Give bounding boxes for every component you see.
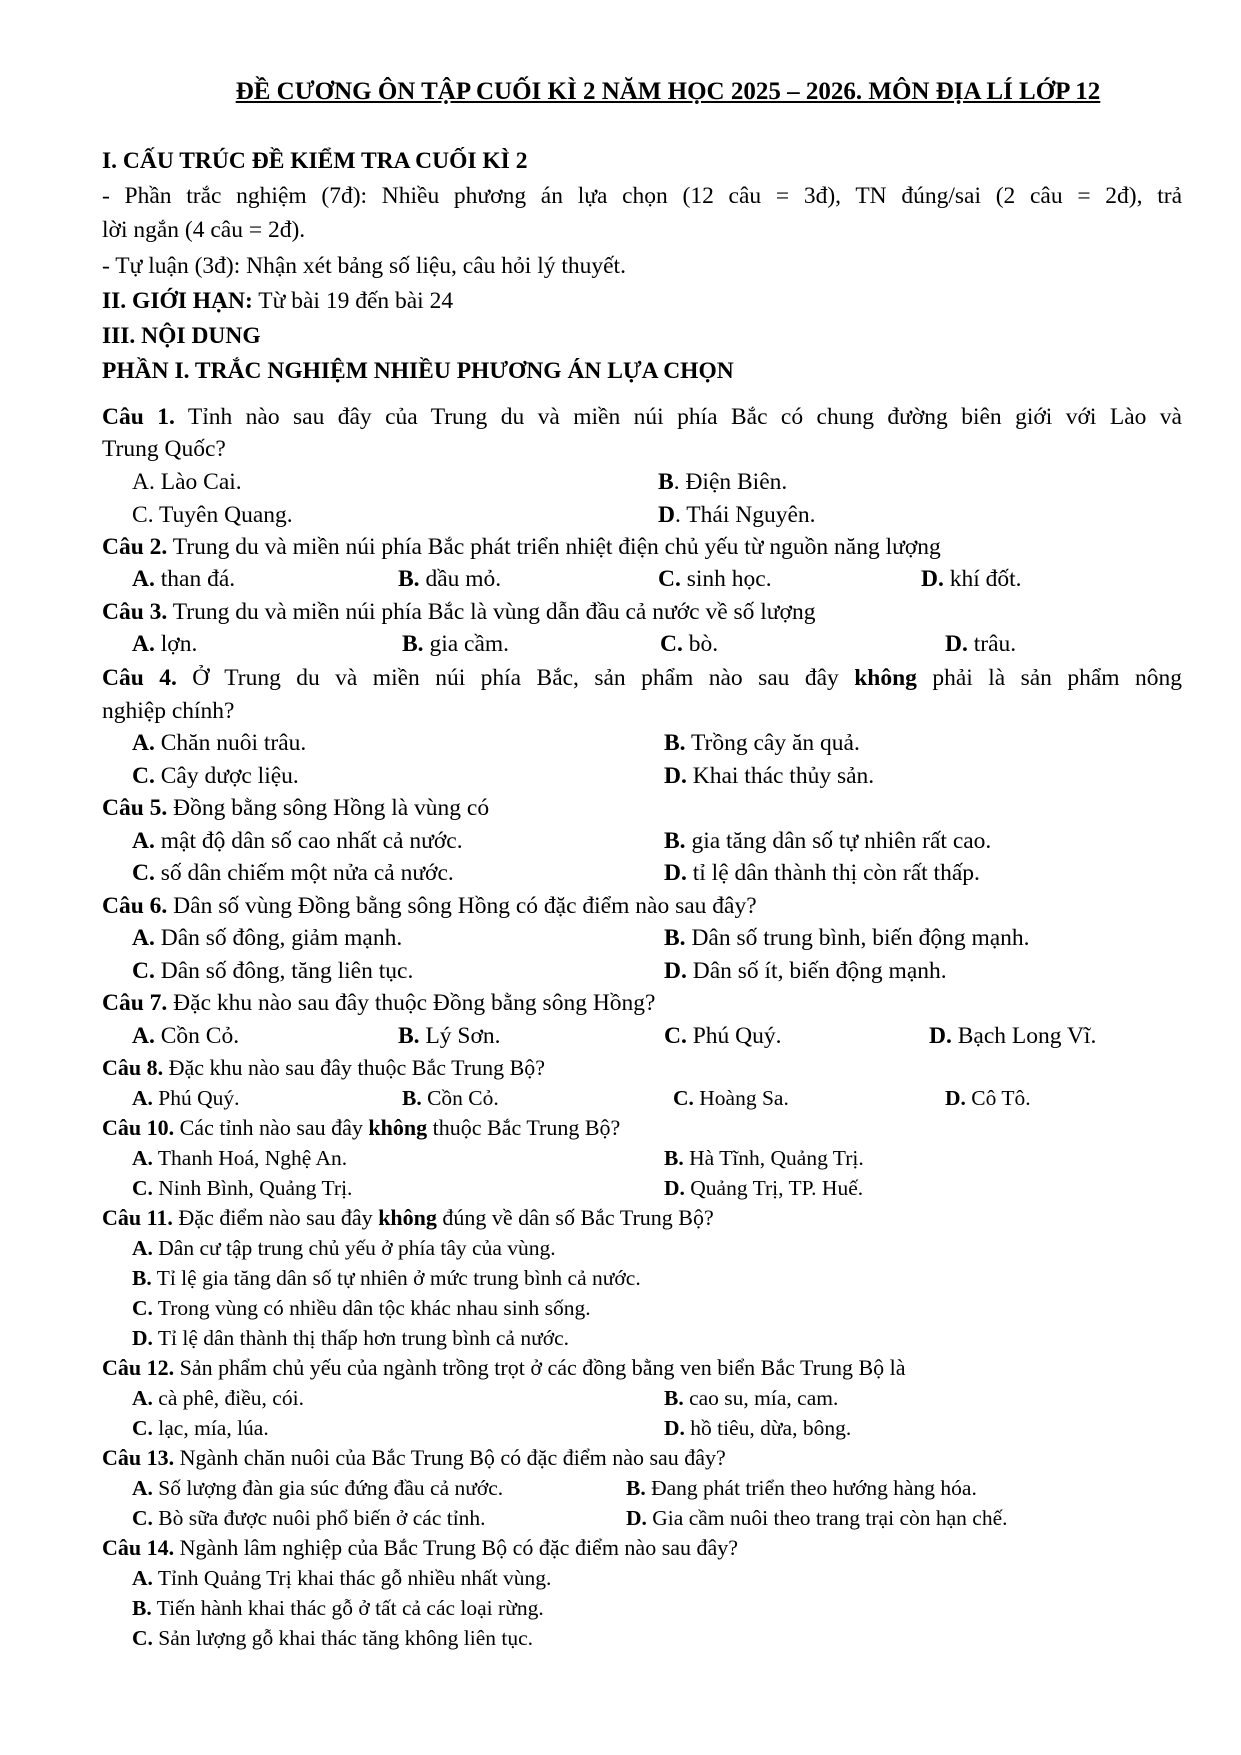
question-14: Câu 14. Ngành lâm nghiệp của Bắc Trung Bộ có đặc điểm nào sau đây? [102, 1535, 739, 1560]
q12-option-a: A. cà phê, điều, cói. [132, 1386, 304, 1410]
question-text: Tỉnh nào sau đây của Trung du và miền núi phía Bắc có chung đường biên giới với Lào và [174, 404, 1182, 430]
question-5: Câu 5. Đồng bằng sông Hồng là vùng có [102, 795, 490, 821]
part-1-heading: PHẦN I. TRẮC NGHIỆM NHIỀU PHƯƠNG ÁN LỰA CHỌN [102, 358, 734, 384]
question-11: Câu 11. Đặc điểm nào sau đây không đúng về dân số Bắc Trung Bộ? [102, 1205, 714, 1230]
q1-option-a: A. Lào Cai. [132, 469, 242, 495]
q12-option-b: B. cao su, mía, cam. [664, 1386, 839, 1410]
q5-option-b: B. gia tăng dân số tự nhiên rất cao. [664, 828, 992, 854]
q11-option-d: D. Tỉ lệ dân thành thị thấp hơn trung bình cả nước. [132, 1326, 570, 1350]
q2-option-b: B. dầu mỏ. [398, 566, 502, 592]
question-4: Câu 4. Ở Trung du và miền núi phía Bắc, sản phẩm nào sau đây không phải là sản phẩm nông [102, 665, 1182, 691]
section-structure-heading: I. CẤU TRÚC ĐỀ KIỂM TRA CUỐI KÌ 2 [102, 148, 528, 174]
q8-option-a: A. Phú Quý. [132, 1086, 240, 1110]
q6-option-a: A. Dân số đông, giảm mạnh. [132, 925, 403, 951]
q7-option-a: A. Cồn Cỏ. [132, 1023, 240, 1049]
q11-option-a: A. Dân cư tập trung chủ yếu ở phía tây của vùng. [132, 1236, 556, 1260]
q1-option-d: D. Thái Nguyên. [658, 502, 816, 528]
question-7: Câu 7. Đặc khu nào sau đây thuộc Đồng bằng sông Hồng? [102, 990, 656, 1016]
question-2: Câu 2. Trung du và miền núi phía Bắc phát triển nhiệt điện chủ yếu từ nguồn năng lượng [102, 534, 941, 560]
q2-option-c: C. sinh học. [658, 566, 772, 592]
q10-option-a: A. Thanh Hoá, Nghệ An. [132, 1146, 348, 1170]
q4-option-c: C. Cây dược liệu. [132, 763, 299, 789]
q6-option-d: D. Dân số ít, biến động mạnh. [664, 958, 947, 984]
q12-option-d: D. hồ tiêu, dừa, bông. [664, 1416, 852, 1440]
q14-option-a: A. Tỉnh Quảng Trị khai thác gỗ nhiều nhất vùng. [132, 1566, 552, 1590]
q8-option-b: B. Cồn Cỏ. [402, 1086, 499, 1110]
q7-option-d: D. Bạch Long Vĩ. [929, 1023, 1097, 1049]
q10-option-d: D. Quảng Trị, TP. Huế. [664, 1176, 864, 1200]
question-1 [102, 402, 1182, 432]
q3-option-b: B. gia cầm. [402, 631, 510, 657]
q11-option-b: B. Tỉ lệ gia tăng dân số tự nhiên ở mức trung bình cả nước. [132, 1266, 641, 1290]
q5-option-a: A. mật độ dân số cao nhất cả nước. [132, 828, 463, 854]
question-4-cont: nghiệp chính? [102, 698, 235, 724]
q8-option-d: D. Cô Tô. [945, 1086, 1031, 1110]
document-title: ĐỀ CƯƠNG ÔN TẬP CUỐI KÌ 2 NĂM HỌC 2025 – 2026. MÔN ĐỊA LÍ LỚP 12 [235, 78, 1101, 105]
q3-option-d: D. trâu. [945, 631, 1017, 657]
q8-option-c: C. Hoàng Sa. [673, 1086, 789, 1110]
q6-option-b: B. Dân số trung bình, biến động mạnh. [664, 925, 1030, 951]
q2-option-a: A. than đá. [132, 566, 236, 592]
q4-option-d: D. Khai thác thủy sản. [664, 763, 875, 789]
question-1-cont: Trung Quốc? [102, 436, 226, 462]
question-10: Câu 10. Các tỉnh nào sau đây không thuộc Bắc Trung Bộ? [102, 1115, 621, 1140]
q14-option-c: C. Sản lượng gỗ khai thác tăng không liên tục. [132, 1626, 533, 1650]
q14-option-b: B. Tiến hành khai thác gỗ ở tất cả các loại rừng. [132, 1596, 544, 1620]
structure-line-3: - Tự luận (3đ): Nhận xét bảng số liệu, câu hỏi lý thuyết. [102, 253, 626, 279]
q5-option-d: D. tỉ lệ dân thành thị còn rất thấp. [664, 860, 980, 886]
structure-line-2: lời ngắn (4 câu = 2đ). [102, 217, 306, 243]
question-3: Câu 3. Trung du và miền núi phía Bắc là vùng dẫn đầu cả nước về số lượng [102, 599, 816, 625]
q13-option-a: A. Số lượng đàn gia súc đứng đầu cả nước. [132, 1476, 504, 1500]
q6-option-c: C. Dân số đông, tăng liên tục. [132, 958, 414, 984]
q1-option-b: B. Điện Biên. [658, 469, 788, 495]
q11-option-c: C. Trong vùng có nhiều dân tộc khác nhau sinh sống. [132, 1296, 591, 1320]
q3-option-c: C. bò. [660, 631, 719, 657]
section-content-heading: III. NỘI DUNG [102, 323, 261, 349]
structure-line-1: - Phần trắc nghiệm (7đ): Nhiều phương án lựa chọn (12 câu = 3đ), TN đúng/sai (2 câu = 2đ), trả [102, 183, 1182, 209]
q3-option-a: A. lợn. [132, 631, 198, 657]
q4-option-b: B. Trồng cây ăn quả. [664, 730, 860, 756]
section-limit [102, 286, 453, 316]
q12-option-c: C. lạc, mía, lúa. [132, 1416, 269, 1440]
q7-option-b: B. Lý Sơn. [398, 1023, 501, 1049]
question-6: Câu 6. Dân số vùng Đồng bằng sông Hồng có đặc điểm nào sau đây? [102, 893, 757, 919]
q13-option-c: C. Bò sữa được nuôi phổ biến ở các tỉnh. [132, 1506, 486, 1530]
section-limit-text: Từ bài 19 đến bài 24 [252, 288, 454, 314]
question-number: Câu 1. [102, 404, 175, 430]
q10-option-c: C. Ninh Bình, Quảng Trị. [132, 1176, 353, 1200]
q2-option-d: D. khí đốt. [921, 566, 1022, 592]
q1-option-c: C. Tuyên Quang. [132, 502, 293, 528]
q13-option-b: B. Đang phát triển theo hướng hàng hóa. [626, 1476, 977, 1500]
question-12: Câu 12. Sản phẩm chủ yếu của ngành trồng trọt ở các đồng bằng ven biển Bắc Trung Bộ là [102, 1355, 906, 1380]
q5-option-c: C. số dân chiếm một nửa cả nước. [132, 860, 454, 886]
q4-option-a: A. Chăn nuôi trâu. [132, 730, 307, 756]
q10-option-b: B. Hà Tĩnh, Quảng Trị. [664, 1146, 864, 1170]
question-13: Câu 13. Ngành chăn nuôi của Bắc Trung Bộ có đặc điểm nào sau đây? [102, 1445, 726, 1470]
section-limit-heading: II. GIỚI HẠN: [102, 288, 253, 314]
q13-option-d: D. Gia cầm nuôi theo trang trại còn hạn chế. [626, 1506, 1008, 1530]
question-8: Câu 8. Đặc khu nào sau đây thuộc Bắc Trung Bộ? [102, 1055, 546, 1080]
q7-option-c: C. Phú Quý. [664, 1023, 782, 1049]
